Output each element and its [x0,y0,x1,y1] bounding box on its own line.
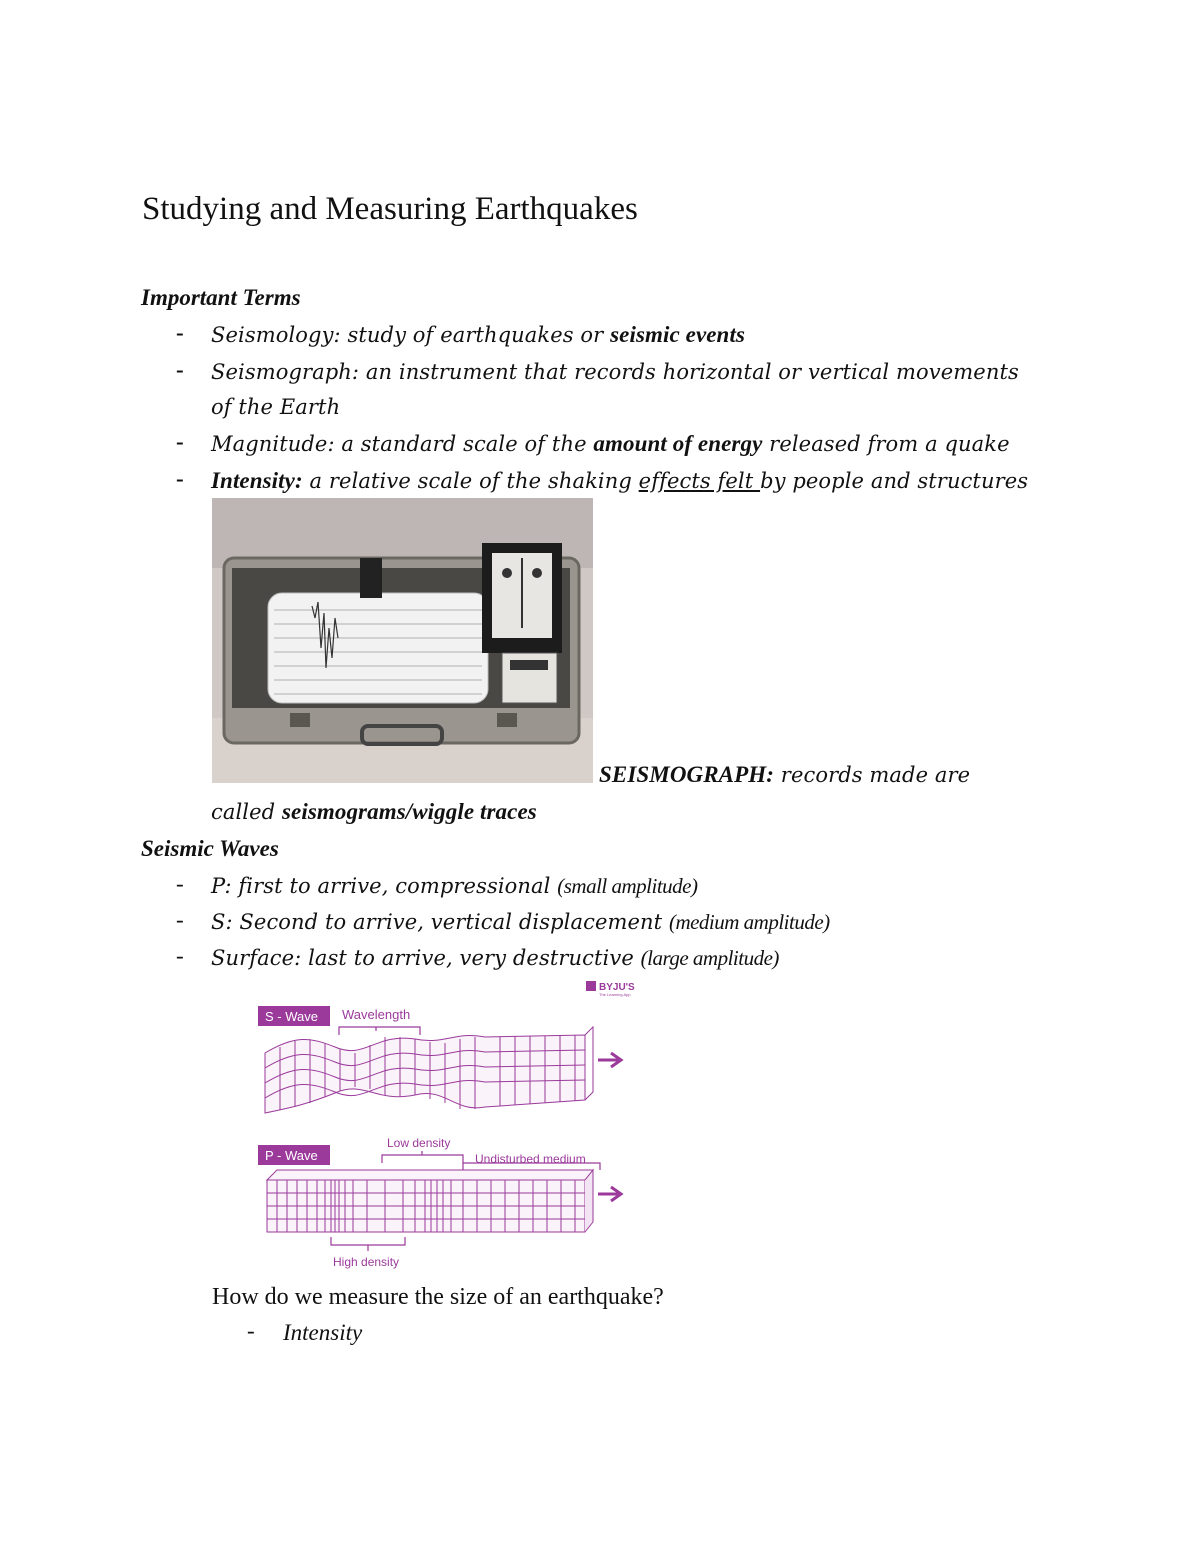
page-title: Studying and Measuring Earthquakes [142,191,638,227]
term-seismology: Seismology: study of earthquakes or seismic events [211,322,745,347]
bullet-dash: - [176,466,184,491]
wave-s: S: Second to arrive, vertical displacement (medium amplitude) [211,910,830,934]
s-wave-label: S - Wave [265,1009,318,1024]
question-heading: How do we measure the size of an earthquake? [212,1284,664,1310]
wave-diagram [255,975,645,1275]
wave-p: P: first to arrive, compressional (small amplitude) [211,874,698,898]
seismograph-caption: SEISMOGRAPH: records made are [599,762,971,787]
bullet-dash: - [176,429,184,454]
wave-surface: Surface: last to arrive, very destructive (large amplitude) [211,946,779,970]
important-terms-heading: Important Terms [141,285,301,310]
brand-logo-icon [586,981,596,991]
wavelength-bracket [339,1027,420,1035]
s-wave-arrow-icon [598,1053,621,1067]
bullet-dash: - [176,907,184,932]
term-intensity: Intensity: a relative scale of the shaking effects felt by people and structures [211,468,1029,493]
seismograph-photo [212,498,593,783]
low-density-bracket [382,1151,463,1163]
seismic-waves-heading: Seismic Waves [141,836,279,861]
brand-subtitle: The Learning App [599,992,631,997]
term-seismograph: Seismograph: an instrument that records horizontal or vertical movements [211,360,1019,384]
bullet-dash: - [176,871,184,896]
bullet-dash: - [176,357,184,382]
bullet-dash: - [176,943,184,968]
undisturbed-label: Undisturbed medium [475,1152,586,1166]
bullet-dash: - [176,320,184,345]
s-wave-grid [265,1027,593,1113]
seismograph-caption-line2: called seismograms/wiggle traces [211,799,537,824]
high-density-bracket [331,1237,405,1251]
answer-intensity: Intensity [283,1320,363,1345]
term-magnitude: Magnitude: a standard scale of the amount of energy released from a quake [211,431,1010,456]
wavelength-label: Wavelength [342,1007,411,1022]
high-density-label: High density [333,1255,400,1269]
low-density-label: Low density [387,1136,451,1150]
brand-name: BYJU'S [599,982,635,993]
p-wave-label: P - Wave [265,1148,318,1163]
term-seismograph-line2: of the Earth [211,395,341,419]
p-wave-grid [267,1170,593,1232]
bullet-dash: - [247,1318,255,1343]
p-wave-arrow-icon [598,1187,621,1201]
